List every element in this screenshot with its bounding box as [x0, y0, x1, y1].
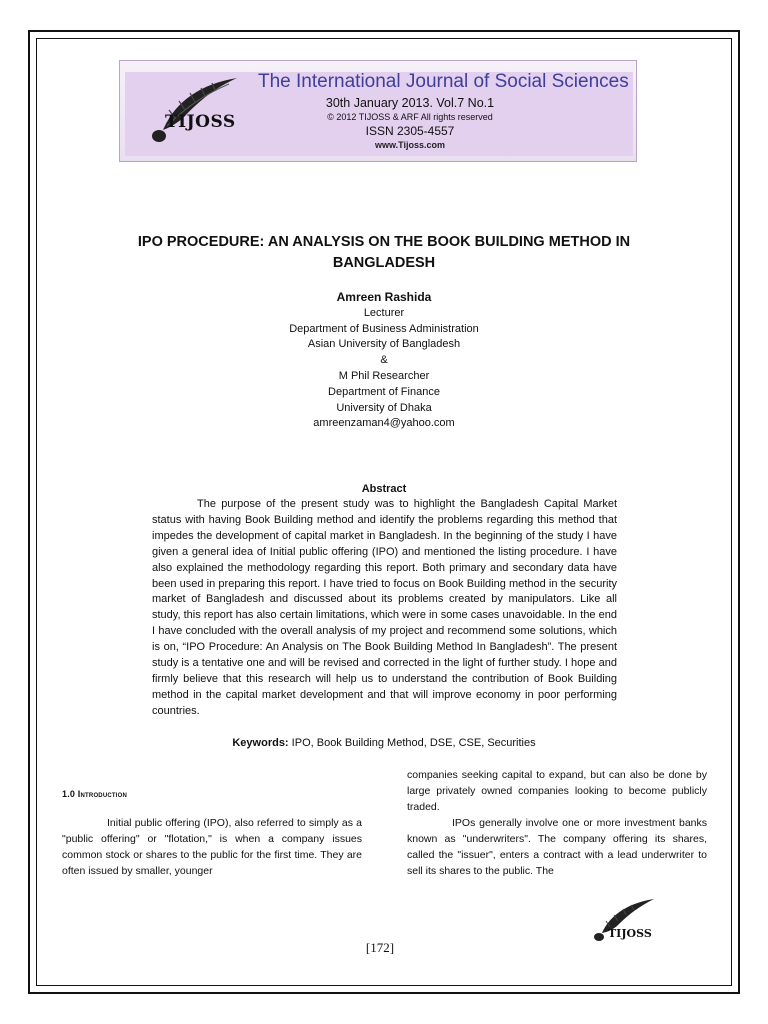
journal-website: www.Tijoss.com: [374, 140, 446, 150]
keywords: [150, 737, 618, 749]
footer-logo-text: TIJOSS: [608, 927, 652, 940]
author-line: University of Dhaka: [336, 401, 432, 414]
page-number: [172]: [365, 940, 395, 955]
intro-paragraph-left: Initial public offering (IPO), also referred to simply as a "public offering" or "flotation," is when a company issues common stock or shares to the public for the first time. They are often issued by smaller, younger: [62, 817, 362, 877]
author-line: Department of Business Administration: [289, 322, 479, 335]
abstract-heading: Abstract: [361, 483, 407, 495]
author-line: Lecturer: [363, 306, 405, 319]
footer-logo: [590, 895, 660, 955]
section-heading: 1.0 Introduction: [62, 789, 128, 799]
keywords-list: IPO, Book Building Method, DSE, CSE, Securities: [291, 737, 536, 749]
intro-paragraph-right: IPOs generally involve one or more investment banks known as "underwriters". The company offering its shares, called the "issuer", enters a contract with a lead underwriter to sell its shares to the public. The: [407, 817, 707, 877]
author-line: M Phil Researcher: [338, 369, 430, 382]
copyright-line: © 2012 TIJOSS & ARF All rights reserved: [327, 112, 493, 122]
journal-title: The International Journal of Social Sciences: [258, 71, 629, 92]
abstract-text: The purpose of the present study was to highlight the Bangladesh Capital Market status with having Book Building method and identify the problems regarding this method that impedes the development of capital market in Bangladesh. In the beginning of the study I have given a general idea of Initial public offering (IPO) and mentioned the listing procedure. I have also explained the methodology regarding this report. Both primary and secondary data have been used in preparing this report. I have tried to focus on Book Building method in the security market of Bangladesh and discussed about its problems created by manipulators. Like all study, this report has also certain limitations, which were in some cases unavoidable. In the end I have concluded with the overall analysis of my project and recommend some solutions, which is on, “IPO Procedure: An Analysis on The Book Building Method In Bangladesh”. The present study is a tentative one and will be revised and corrected in the light of further study. I hope and firmly believe that this research will help us to understand the contribution of Book Building method in the capital market development and that will improve economy in poor performing countries.: [152, 498, 617, 717]
paper-title: IPO PROCEDURE: AN ANALYSIS ON THE BOOK BUILDING METHOD IN BANGLADESH: [137, 234, 631, 271]
keywords-label: Keywords:: [232, 737, 289, 749]
author-line: Department of Finance: [328, 385, 440, 398]
author-line: Asian University of Bangladesh: [307, 338, 461, 351]
author-email: amreenzaman4@yahoo.com: [313, 417, 455, 430]
issue-date: 30th January 2013. Vol.7 No.1: [325, 96, 495, 110]
logo-text: TIJOSS: [165, 112, 236, 132]
author-line: &: [380, 354, 388, 367]
author-block: [150, 290, 618, 432]
intro-paragraph-right-continued: companies seeking capital to expand, but can also be done by large privately owned companies looking to become publicly traded.: [407, 769, 707, 813]
author-name: Amreen Rashida: [336, 290, 432, 304]
issn: ISSN 2305-4557: [365, 124, 455, 138]
journal-logo: [145, 72, 245, 152]
